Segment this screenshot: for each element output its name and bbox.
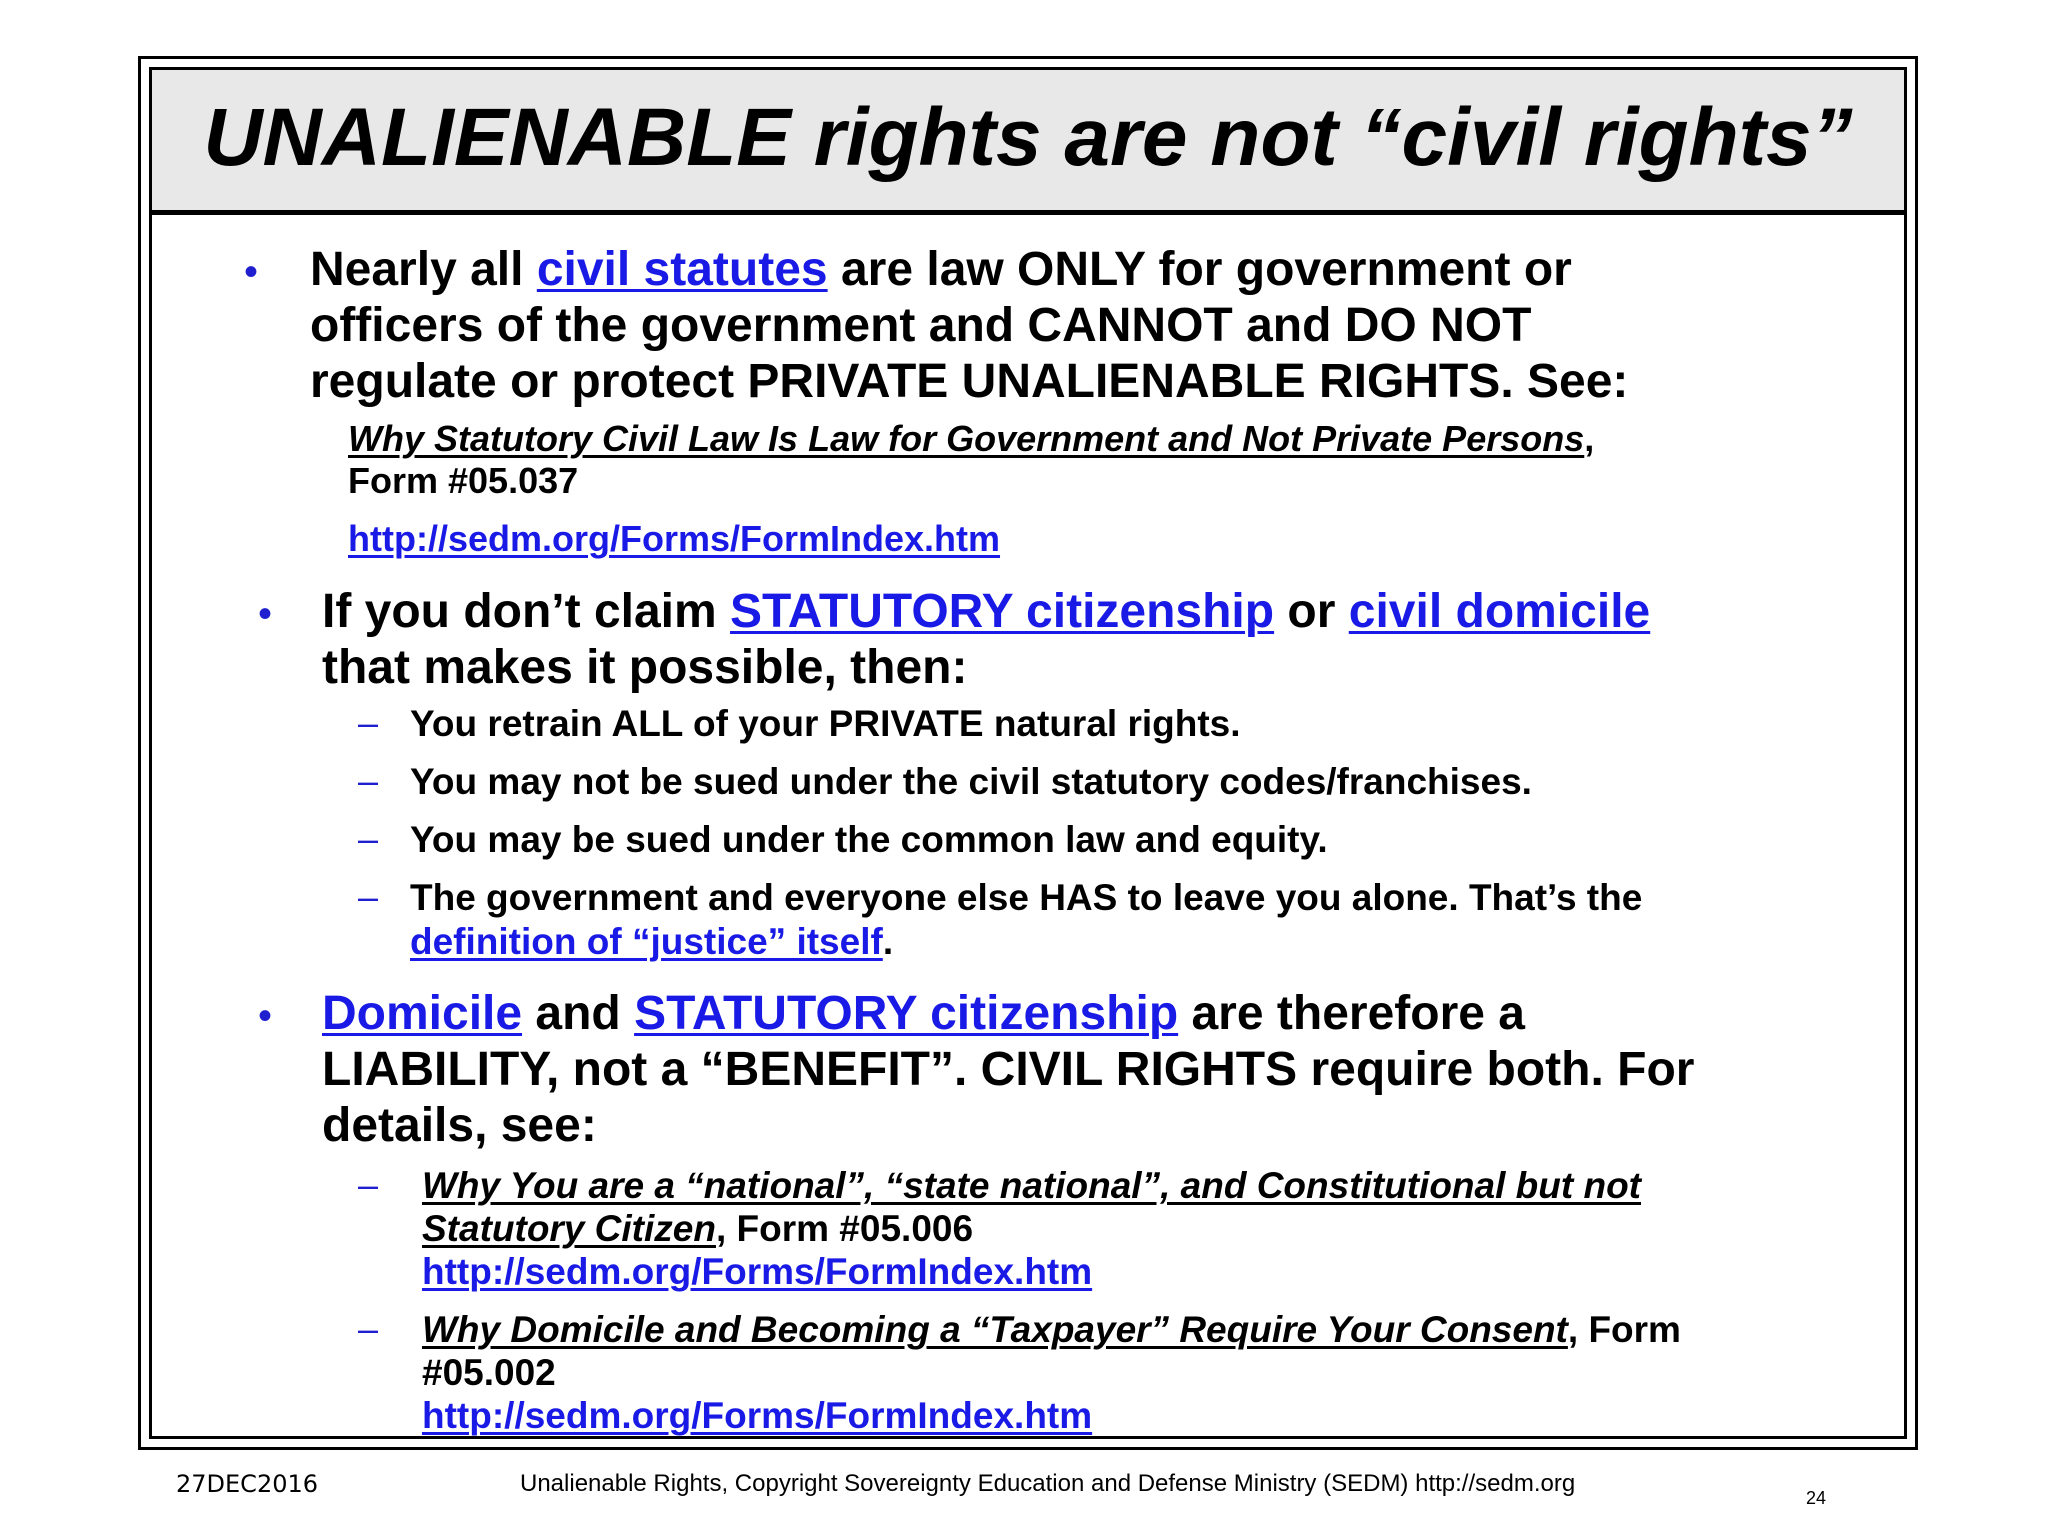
- slide-content-area: [149, 67, 1907, 1439]
- statutory-citizenship-link[interactable]: STATUTORY citizenship: [634, 987, 1179, 1040]
- bullet-3-line-3: details, see:: [322, 1099, 597, 1152]
- form-number: #05.002: [422, 1352, 556, 1393]
- form-number: , Form: [1567, 1309, 1681, 1350]
- civil-domicile-link[interactable]: civil domicile: [1348, 585, 1651, 638]
- bullet-1-line-2: officers of the government and CANNOT and DO NOT: [310, 299, 1532, 352]
- dash-marker: –: [358, 1308, 379, 1349]
- reference-form-05-037: [348, 418, 1594, 502]
- bullet-2-text: or: [1274, 585, 1349, 638]
- separator: ,: [1584, 418, 1595, 459]
- footer-copyright: Unalienable Rights, Copyright Sovereignty Education and Defense Ministry (SEDM) http://sedm.org: [520, 1470, 1576, 1497]
- sub-bullet: You may not be sued under the civil statutory codes/franchises.: [410, 761, 1532, 802]
- bullet-3-text: are therefore a: [1178, 987, 1525, 1040]
- statutory-citizenship-link[interactable]: STATUTORY citizenship: [730, 585, 1275, 638]
- dash-marker: –: [358, 876, 379, 917]
- reference-form-05-002: [422, 1308, 1681, 1437]
- sub-bullet: You retrain ALL of your PRIVATE natural rights.: [410, 703, 1241, 744]
- document-title: Why Domicile and Becoming a “Taxpayer” Require Your Consent: [422, 1309, 1568, 1350]
- bullet-2: [322, 584, 1650, 696]
- bullet-2-line-2: that makes it possible, then:: [322, 641, 968, 694]
- bullet-3-text: and: [522, 987, 635, 1040]
- form-index-link[interactable]: http://sedm.org/Forms/FormIndex.htm: [422, 1395, 1093, 1436]
- slide-frame: [138, 56, 1918, 1450]
- bullet-3-line-2: LIABILITY, not a “BENEFIT”. CIVIL RIGHTS require both. For: [322, 1043, 1695, 1096]
- bullet-1: [310, 242, 1628, 410]
- bullet-dot: •: [258, 592, 273, 636]
- form-number: Form #05.037: [348, 460, 579, 501]
- document-title: Why Statutory Civil Law Is Law for Government and Not Private Persons: [348, 418, 1585, 459]
- definition-of-justice-link[interactable]: definition of “justice” itself: [410, 921, 883, 962]
- dash-marker: –: [358, 1164, 379, 1205]
- dash-marker: –: [358, 818, 379, 859]
- bullet-2-text: If you don’t claim: [322, 585, 731, 638]
- sub-bullet: You may be sued under the common law and equity.: [410, 819, 1328, 860]
- slide-title: UNALIENABLE rights are not “civil rights”: [203, 92, 1853, 183]
- bullet-1-text: Nearly all: [310, 243, 537, 296]
- form-index-url-block: [348, 518, 1000, 560]
- form-number: , Form #05.006: [715, 1208, 974, 1249]
- domicile-link[interactable]: Domicile: [322, 987, 523, 1040]
- bullet-dot: •: [244, 250, 259, 294]
- document-title: Statutory Citizen: [422, 1208, 716, 1249]
- civil-statutes-link[interactable]: civil statutes: [536, 243, 828, 296]
- dash-marker: –: [358, 702, 379, 743]
- period: .: [882, 921, 894, 962]
- title-band: [152, 70, 1904, 215]
- page-number: 24: [1806, 1488, 1827, 1508]
- form-index-link[interactable]: http://sedm.org/Forms/FormIndex.htm: [348, 518, 1001, 559]
- reference-form-05-006: [422, 1164, 1641, 1293]
- dash-marker: –: [358, 760, 379, 801]
- sub-bullet-text: The government and everyone else HAS to leave you alone. That’s the: [410, 877, 1643, 918]
- sub-bullet: [410, 876, 1642, 964]
- footer-date: 27DEC2016: [176, 1470, 319, 1498]
- bullet-dot: •: [258, 994, 273, 1038]
- bullet-1-line-3: regulate or protect PRIVATE UNALIENABLE RIGHTS. See:: [310, 355, 1629, 408]
- bullet-1-text: are law ONLY for government or: [827, 243, 1572, 296]
- form-index-link[interactable]: http://sedm.org/Forms/FormIndex.htm: [422, 1251, 1093, 1292]
- bullet-3: [322, 986, 1694, 1154]
- document-title: Why You are a “national”, “state national”, and Constitutional but not: [422, 1165, 1641, 1206]
